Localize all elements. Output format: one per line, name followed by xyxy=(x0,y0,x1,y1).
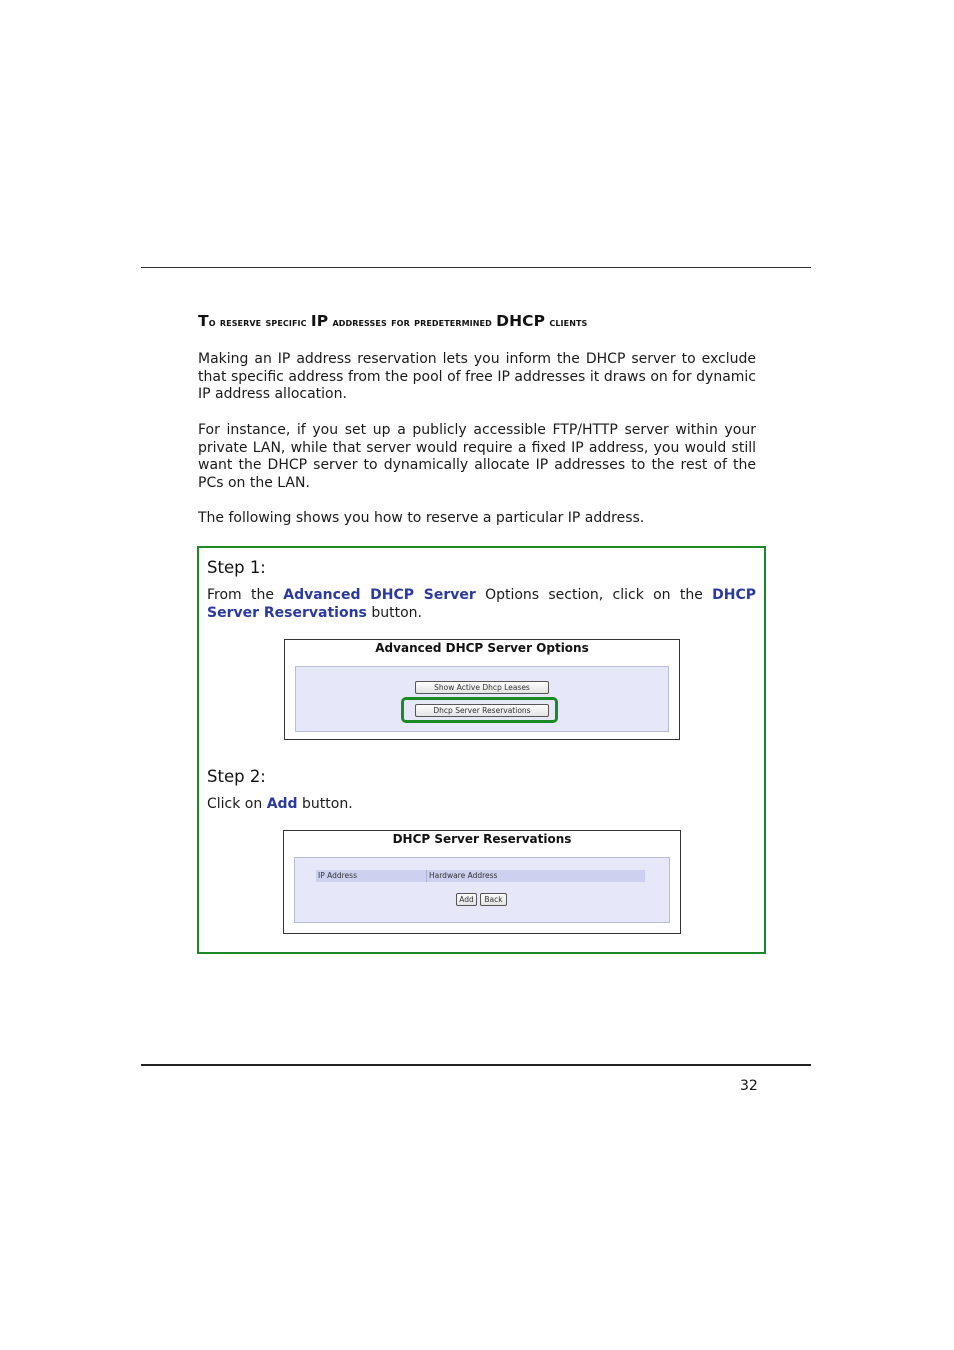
step2-title: Step 2: xyxy=(207,767,266,786)
show-active-leases-button[interactable]: Show Active Dhcp Leases xyxy=(415,681,549,694)
column-hardware-address: Hardware Address xyxy=(429,871,498,880)
step1-keyword-advanced: Advanced DHCP Server xyxy=(283,587,476,603)
page-number: 32 xyxy=(740,1078,758,1094)
add-button[interactable]: Add xyxy=(456,893,477,906)
step1-text: From the Advanced DHCP Server Options section, click on the DHCP Server Reservations button. xyxy=(207,587,756,621)
advanced-dhcp-screenshot xyxy=(284,639,680,740)
back-button[interactable]: Back xyxy=(480,893,507,906)
options-panel xyxy=(295,666,669,732)
step1-title: Step 1: xyxy=(207,558,266,577)
bottom-rule xyxy=(141,1064,811,1066)
lead-in-paragraph: The following shows you how to reserve a particular IP address. xyxy=(198,510,645,526)
screenshot-title: DHCP Server Reservations xyxy=(392,832,572,846)
step1-keyword-reservations: DHCP Server Reservations xyxy=(207,587,756,621)
reservations-screenshot xyxy=(283,830,681,934)
step2-keyword-add: Add xyxy=(266,796,298,812)
column-divider xyxy=(426,870,427,882)
section-heading: To reserve specific IP addresses for predetermined DHCP clients xyxy=(198,312,588,330)
reservations-panel xyxy=(294,857,670,923)
column-ip-address: IP Address xyxy=(318,871,357,880)
intro-paragraph: Making an IP address reservation lets you inform the DHCP server to exclude that specific address from the pool of free IP addresses it draws on for dynamic IP address allocation. xyxy=(198,351,756,403)
step2-text: Click on Add button. xyxy=(207,796,353,812)
example-paragraph: For instance, if you set up a publicly accessible FTP/HTTP server within your private LAN, while that server would require a fixed IP address, you would still want the DHCP server to dynamically allocate IP addresses to the rest of the PCs on the LAN. xyxy=(198,422,756,492)
reservations-table-header xyxy=(316,870,645,882)
top-rule xyxy=(141,267,811,268)
dhcp-server-reservations-button[interactable]: Dhcp Server Reservations xyxy=(415,704,549,717)
screenshot-title: Advanced DHCP Server Options xyxy=(375,641,589,655)
steps-box xyxy=(197,546,766,954)
